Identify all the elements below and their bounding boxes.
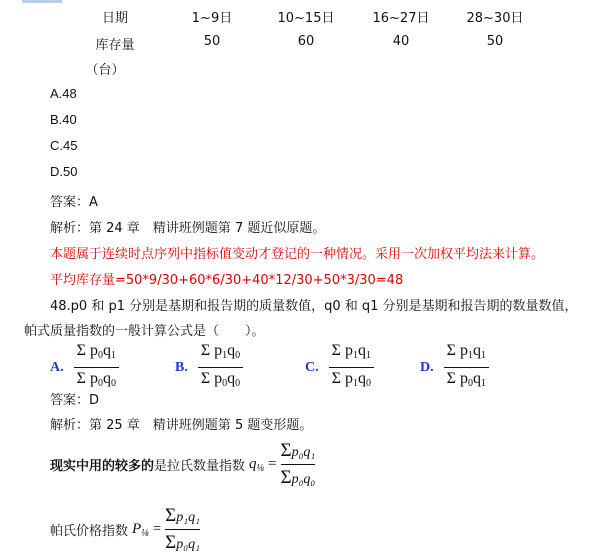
q47-average-formula: 平均库存量=50*9/30+60*6/30+40*12/30+50*3/30=48 (50, 273, 404, 288)
table-stock-3: 40 (392, 34, 410, 49)
table-header-period-2: 10~15日 (277, 11, 335, 26)
laspeyres-line: 现实中用的较多的 是拉氏数量指数 $q_{\frac{1}{8}}$ = Σp₀q₁ Σp₀q₀ (50, 440, 316, 488)
q48-option-d (420, 342, 489, 393)
table-stock-4: 50 (486, 34, 504, 49)
q47-analysis: 解析：第 24 章 精讲班例题第 7 题近似原题。 (50, 221, 326, 236)
paasche-symbol: $P_{\frac{1}{8}}$ (132, 520, 149, 539)
paasche-fraction: Σp₁q₁ Σp₀q₁ (165, 505, 200, 553)
q47-option-a: A.48 (50, 86, 77, 101)
laspeyres-text: 是拉氏数量指数 (154, 459, 246, 474)
q48-answer: 答案：D (50, 393, 100, 408)
paasche-text: 帕氏价格指数 (50, 524, 129, 539)
top-edge-mark (22, 0, 62, 3)
laspeyres-bold-text: 现实中用的较多的 (50, 459, 155, 474)
laspeyres-symbol: $q_{\frac{1}{8}}$ (249, 455, 265, 474)
q48-option-c-label: C. (305, 359, 319, 375)
table-header-date: 日期 (101, 11, 128, 26)
table-row-unit: （台） (85, 63, 125, 78)
paasche-line: 帕氏价格指数 $P_{\frac{1}{8}}$ = Σp₁q₁ Σp₀q₁ (50, 505, 200, 553)
q48-analysis: 解析：第 25 章 精讲班例题第 5 题变形题。 (50, 418, 313, 433)
q48-option-d-fraction: $\frac{\Sigma p_1q_1}{\Sigma p_0q_1}$ (444, 342, 489, 393)
q47-answer: 答案：A (50, 195, 98, 210)
q48-option-b (175, 342, 243, 393)
table-row-label-stock: 库存量 (95, 38, 135, 53)
q48-option-c-fraction: $\frac{\Sigma p_1q_1}{\Sigma p_1q_0}$ (329, 342, 374, 393)
q48-option-b-label: B. (175, 359, 188, 375)
q47-option-b: B.40 (50, 112, 77, 127)
table-header-period-3: 16~27日 (372, 11, 430, 26)
q48-option-c (305, 342, 374, 393)
q48-question-line-2: 帕式质量指数的一般计算公式是（ ）。 (24, 324, 265, 339)
table-stock-2: 60 (297, 34, 315, 49)
q47-note: 本题属于连续时点序列中指标值变动才登记的一种情况。采用一次加权平均法来计算。 (50, 247, 545, 262)
table-header-period-1: 1~9日 (191, 11, 233, 26)
q48-option-b-fraction: $\frac{\Sigma p_1q_0}{\Sigma p_0q_0}$ (198, 342, 243, 393)
q48-option-a-fraction: $\frac{\Sigma p_0q_1}{\Sigma p_0q_0}$ (74, 342, 119, 393)
q47-option-d: D.50 (50, 164, 78, 179)
laspeyres-fraction: Σp₀q₁ Σp₀q₀ (280, 440, 316, 488)
q48-option-d-label: D. (420, 359, 434, 375)
table-stock-1: 50 (203, 34, 221, 49)
table-header-period-4: 28~30日 (466, 11, 524, 26)
q48-question-line-1: 48.p0 和 p1 分别是基期和报告期的质量数值，q0 和 q1 分别是基期和报告期的数量数值， (50, 299, 578, 314)
q48-option-a-label: A. (50, 359, 64, 375)
q47-option-c: C.45 (50, 138, 78, 153)
q48-option-a (50, 342, 119, 393)
